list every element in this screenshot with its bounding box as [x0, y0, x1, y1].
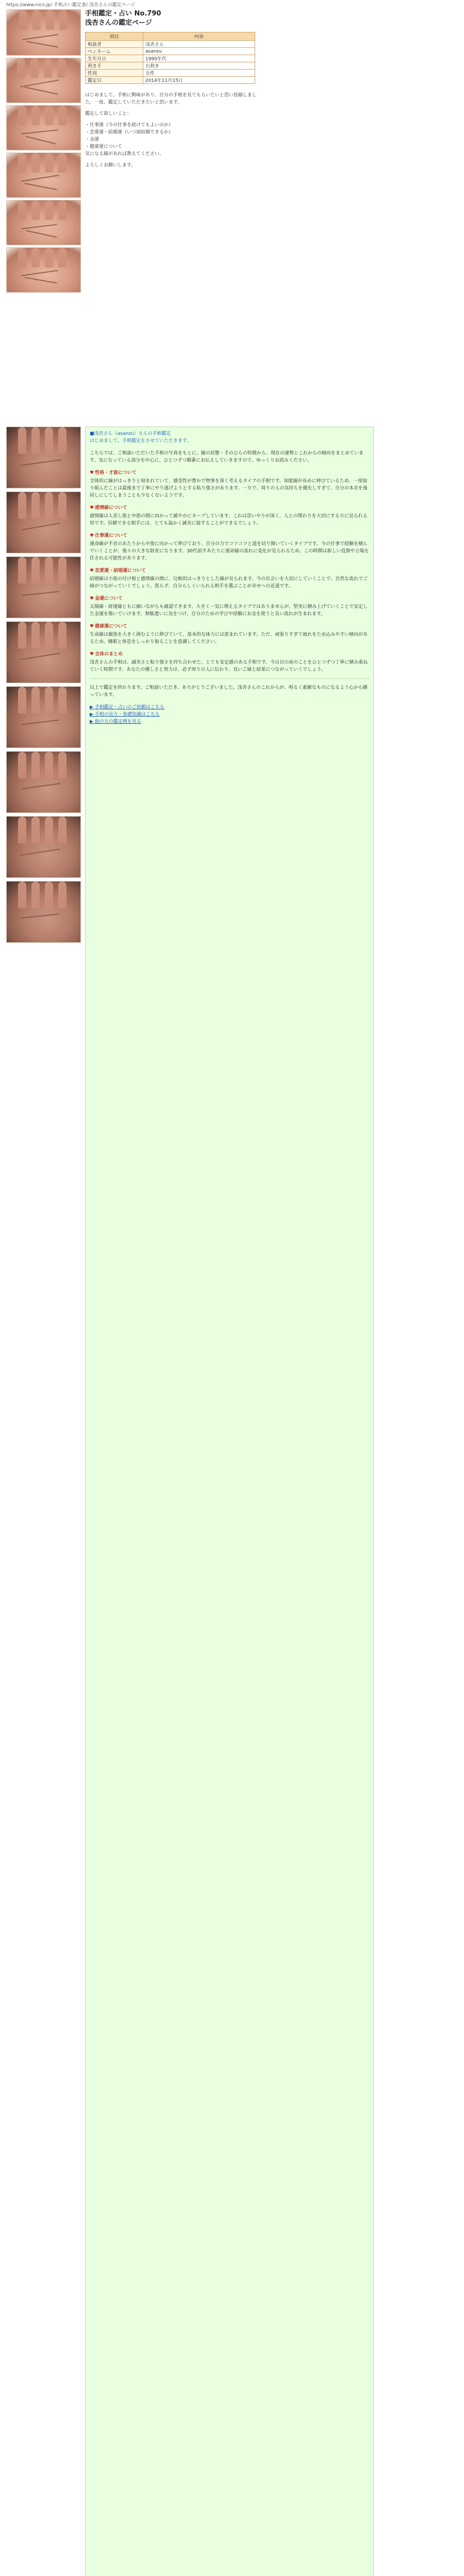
section-text: 浅杏さんの手相は、誠実さと粘り強さを持ち合わせた、とても安定感のある手相です。今は目の前のことをひとつずつ丁寧に積み重ねていく時期です。あなたの優しさと努力は、必ず周りの人に伝わり、良いご縁と結果につながっていくでしょう。 [90, 660, 368, 672]
info-value: asanzu [143, 48, 255, 55]
reading-intro: こちらでは、ご相談いただいた手相の写真をもとに、線の状態・手のひらの特徴から、現在の運勢とこれからの傾向をまとめています。気になっている部分を中心に、ひとつずつ順番にお伝えしていきますので、ゆっくりお読みください。 [90, 451, 363, 463]
info-label: 性別 [86, 70, 143, 77]
palm-photo-column-lower [6, 427, 81, 943]
palm-photo [6, 9, 81, 56]
request-paragraph: はじめまして。手相に興味があり、自分の手相を見てもらいたいと思い投稿しました。一度、鑑定していただきたいと思います。 [85, 93, 257, 105]
table-row [86, 70, 255, 77]
reading-closing: 以上で鑑定を終わります。ご相談いただき、ありがとうございました。浅杏さんのこれからが、明るく素敵なものになるよう心から願っています。 [90, 685, 368, 698]
section-text: 全体的に線がはっきりと刻まれていて、感受性が豊かで物事を深く考えるタイプの手相です。知能線が長めに伸びているため、一度取り組んだことは最後まで丁寧にやり遂げようとする粘り強さがあります。一方で、周りの人の気持ちを優先しすぎて、自分の本音を後回しにしてしまうことも少なくないようです。 [90, 479, 368, 498]
info-value: 浅杏さん [143, 41, 255, 48]
palm-photo [6, 247, 81, 293]
table-row [86, 62, 255, 70]
heart-icon: ♥ [90, 624, 94, 629]
info-label: 鑑定日 [86, 77, 143, 84]
section-text: 生命線は親指を大きく囲むように伸びていて、基本的な体力には恵まれています。ただ、頑張りすぎて疲れをため込みやすい傾向があるため、睡眠と休息をしっかり取ることを意識してください。 [90, 632, 368, 645]
section-heading: ♥ 性格・才能について [90, 470, 137, 476]
page-header [85, 9, 255, 28]
section-text: 太陽線・財運線ともに細いながらも確認できます。大きく一気に増えるタイプではありませんが、堅実に積み上げていくことで安定した金運を築いていけます。無駄遣いに気をつけ、自分のための学びや経験にお金を使うと良い流れが生まれます。 [90, 604, 368, 617]
page-url: https://www.nico.jp/ 手相占い鑑定書/ 浅杏さんの鑑定ページ [6, 3, 136, 8]
section-heading: ♥ 金運について [90, 596, 123, 601]
info-value: 2014年11月15日 [143, 77, 255, 84]
heart-icon: ♥ [90, 505, 94, 511]
request-paragraph: よろしくお願いします。 [85, 163, 136, 168]
heart-icon: ♥ [90, 596, 94, 601]
info-label: 生年月日 [86, 55, 143, 62]
section-heading: ♥ 感情線について [90, 505, 127, 511]
palm-photo [6, 621, 81, 683]
table-row [86, 55, 255, 62]
info-table-header: 項目 [86, 32, 143, 41]
consultation-request [85, 92, 260, 173]
section-text: 結婚線は小指の付け根と感情線の間に、比較的はっきりとした線が見られます。今の出会いを大切にしていくことで、自然な流れでご縁がつながっていくでしょう。焦らず、自分らしくいられる相手を選ぶことが幸せへの近道です。 [90, 577, 368, 589]
section-heading: ♥ 健康運について [90, 624, 127, 629]
info-label: 相談者 [86, 41, 143, 48]
page-subtitle: 浅杏さんの鑑定ページ [85, 19, 152, 27]
section-text: 運命線が手首のあたりから中指に向かって伸びており、自分の力でコツコツと道を切り開いていくタイプです。今の仕事で経験を積んでいくことが、後々の大きな財産になります。30代前半あたりに運命線の流れに変化が見られるため、この時期は新しい役割や立場を任される可能性があります。 [90, 541, 369, 561]
info-label: ペンネーム [86, 48, 143, 55]
palm-photo [6, 492, 81, 553]
request-paragraph: 鑑定して欲しいこと： [85, 111, 132, 116]
info-table-header: 内容 [143, 32, 255, 41]
heart-icon: ♥ [90, 533, 94, 538]
info-label: 利き手 [86, 62, 143, 70]
heart-icon: ♥ [90, 568, 94, 573]
palm-photo [6, 152, 81, 198]
info-value: 女性 [143, 70, 255, 77]
request-paragraph: ・仕事運（今の仕事を続けてもよいのか） ・恋愛運・結婚運（いつ頃結婚できるか） ・金運 ・健康運について 気になる線があれば教えてください。 [85, 123, 174, 157]
palm-photo [6, 200, 81, 245]
order-link[interactable]: ▶ 手相鑑定・占いのご依頼はこちら [90, 705, 164, 710]
table-row [86, 48, 255, 55]
page-title: 手相鑑定・占い No.790 [85, 10, 161, 18]
info-table [85, 32, 255, 84]
palm-photo [6, 751, 81, 813]
section-text: 感情線は人差し指と中指の間に向かって緩やかにカーブしています。これは思いやりが深く、人との関わりを大切にする方に見られる形です。信頼できる相手には、とても温かく誠実に接することができるでしょう。 [90, 514, 368, 526]
heart-icon: ♥ [90, 470, 94, 476]
palm-photo [6, 881, 81, 943]
palm-photo [6, 816, 81, 878]
examples-link[interactable]: ▶ 他の方の鑑定例を見る [90, 719, 141, 724]
palm-photo [6, 556, 81, 618]
palm-photo [6, 427, 81, 488]
section-heading: ♥ 仕事運について [90, 533, 127, 538]
palm-photo [6, 105, 81, 150]
reading-panel [85, 427, 374, 2576]
palm-photo [6, 686, 81, 748]
table-row [86, 41, 255, 48]
footer-links [90, 704, 369, 725]
heart-icon: ♥ [90, 652, 94, 657]
palm-photo-column [6, 9, 81, 293]
section-heading: ♥ 恋愛運・結婚運について [90, 568, 146, 573]
palm-photo [6, 58, 81, 103]
basics-link[interactable]: ▶ 手相の見方・基礎知識はこちら [90, 712, 160, 717]
reading-greeting: ■浅杏さん（asanzu）さんの手相鑑定 はじめまして。手相鑑定をさせていただきます。 [90, 431, 192, 444]
section-heading: ♥ 全体のまとめ [90, 652, 123, 657]
info-value: 1990年代 [143, 55, 255, 62]
table-row [86, 77, 255, 84]
info-value: 右利き [143, 62, 255, 70]
